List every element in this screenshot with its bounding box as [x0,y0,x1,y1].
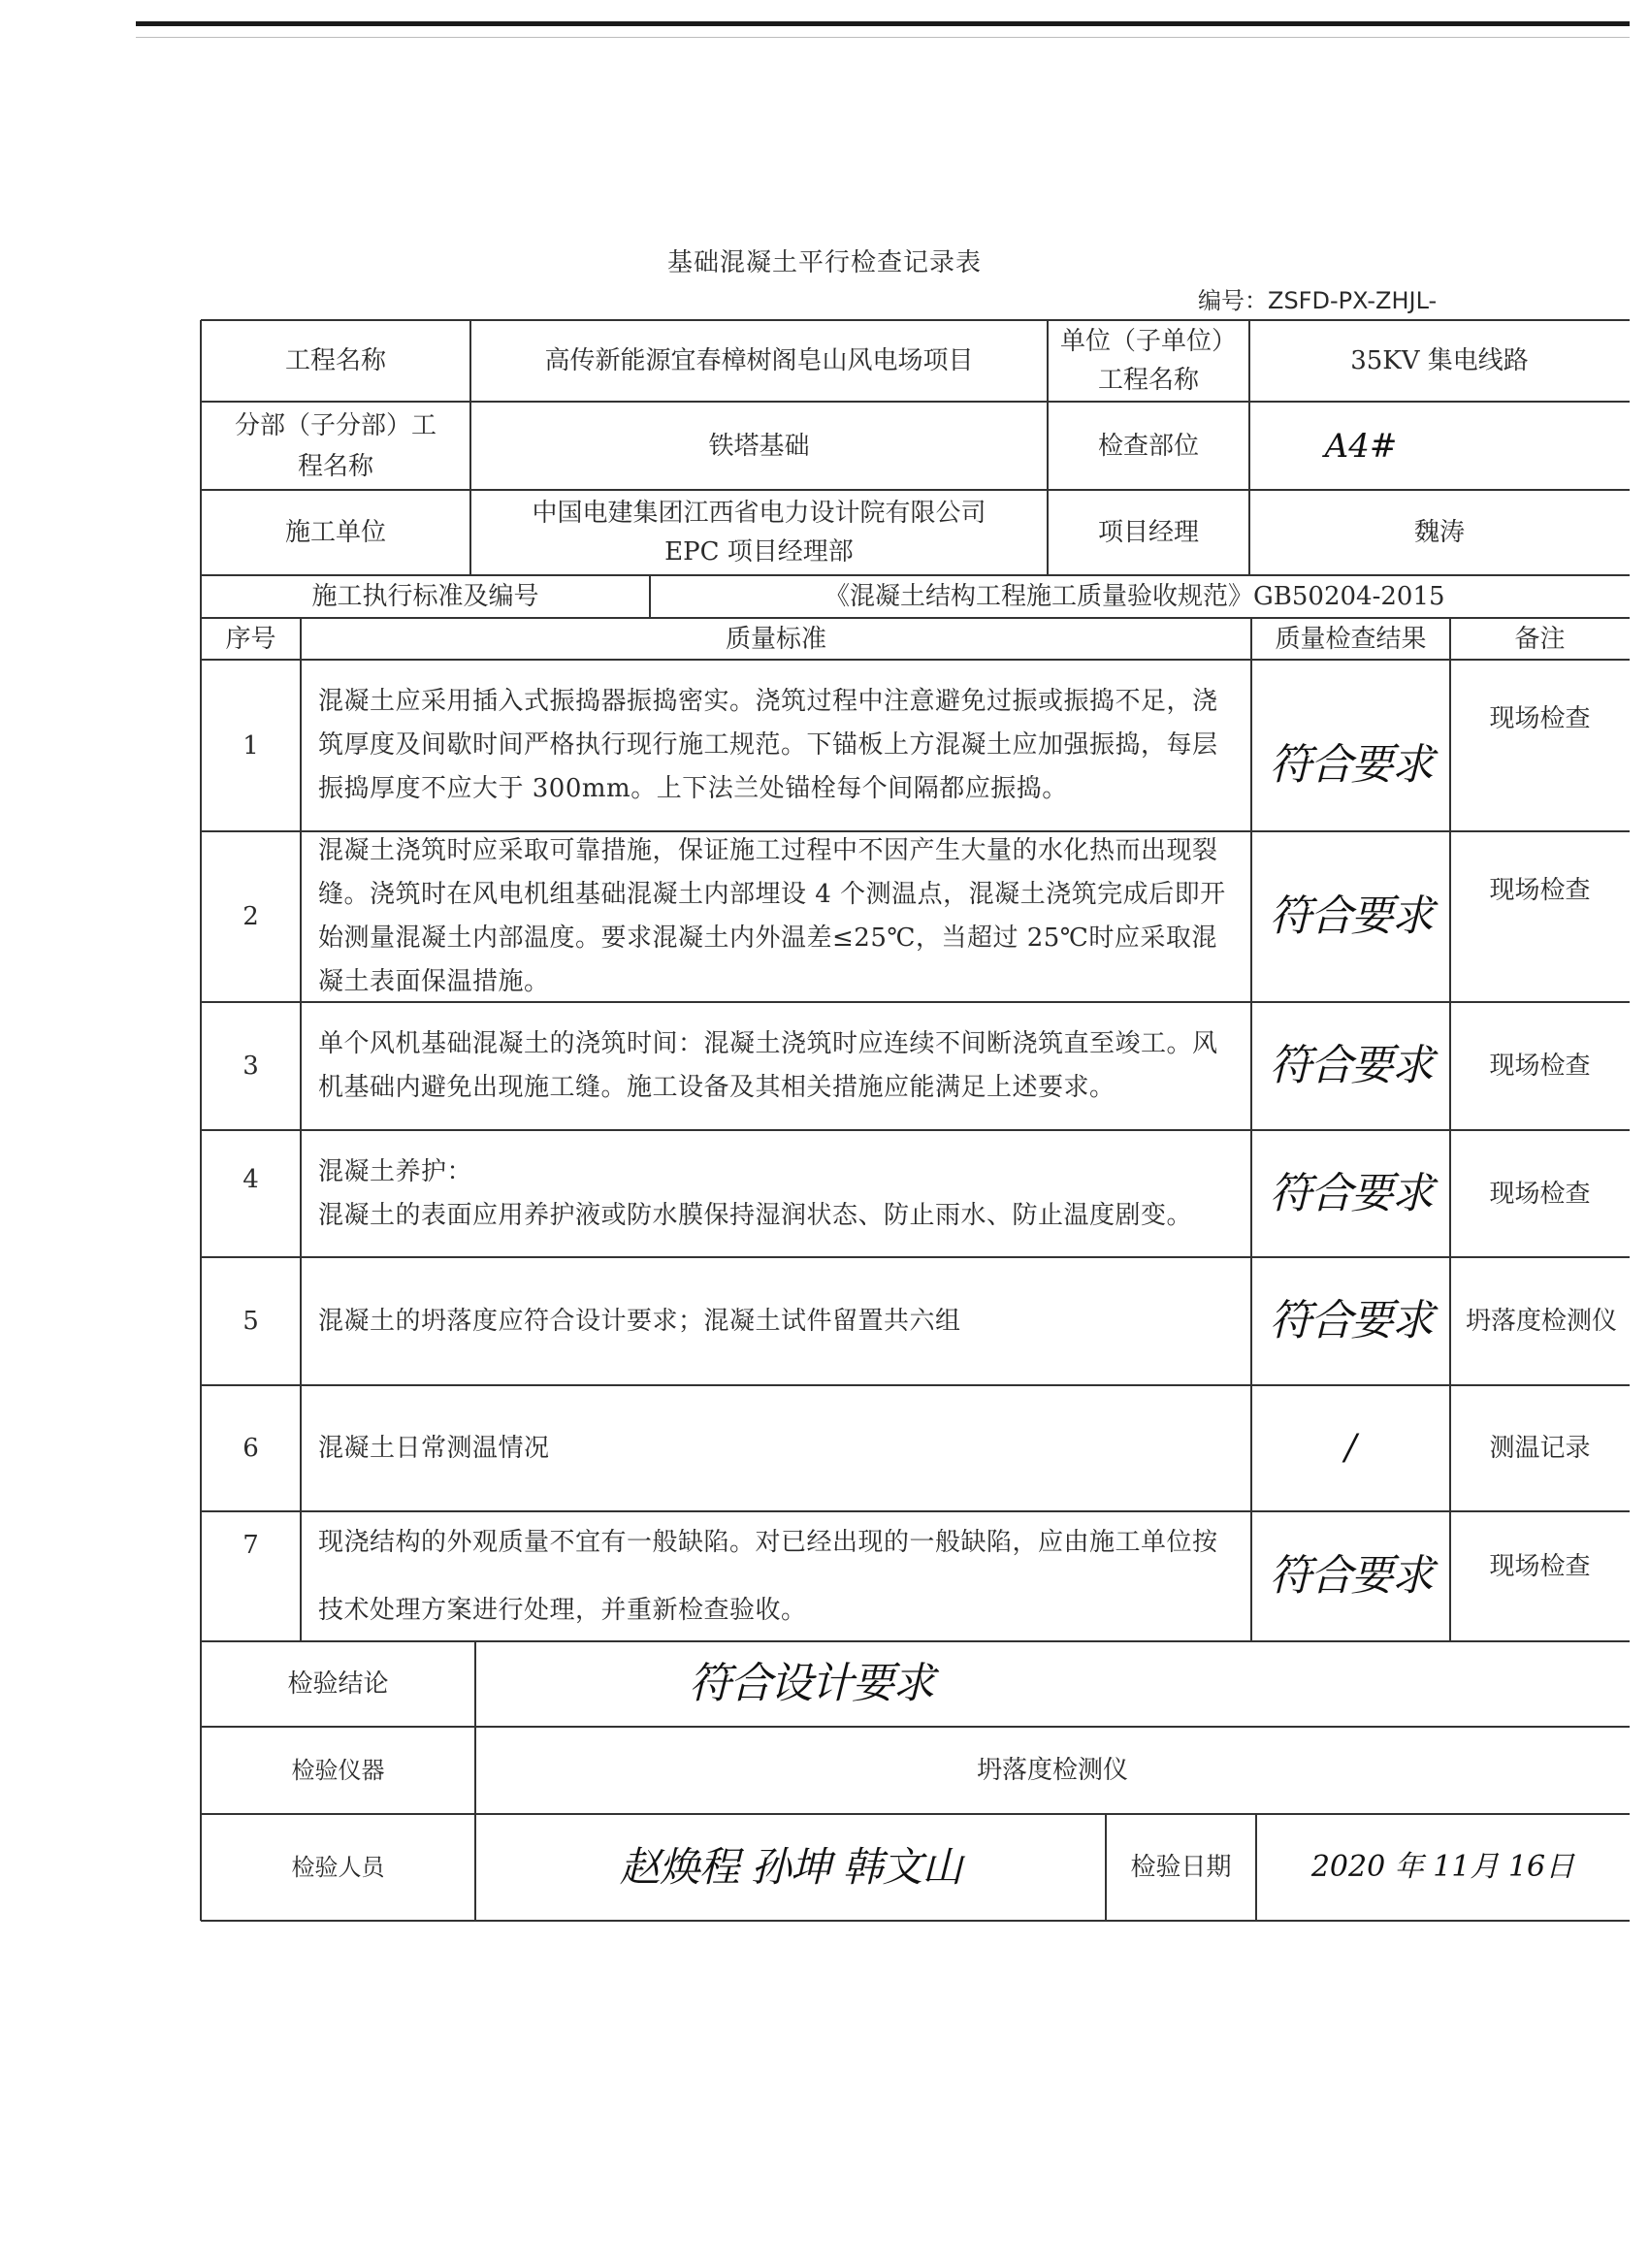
project-name-label: 工程名称 [284,346,386,375]
contractor-line-1: 中国电建集团江西省电力设计院有限公司 [532,499,986,528]
row-5-remark: 坍落度检测仪 [1466,1307,1618,1336]
manager-value: 魏涛 [1413,518,1465,547]
unit-name-label: 单位（子单位）工程名称 [1059,327,1237,395]
conclusion-label: 检验结论 [287,1669,389,1699]
standard-label: 施工执行标准及编号 [311,582,539,611]
contractor-label: 施工单位 [284,518,386,547]
unit-name-value: 35KV 集电线路 [1350,346,1529,375]
document-title: 基础混凝土平行检查记录表 [666,248,982,277]
col-no-header: 序号 [225,624,276,654]
inspector-signatures: 赵焕程 孙坤 韩文山 [619,1843,962,1891]
code-label: 编号： [1198,287,1268,314]
row-7-result-signature: 符合要求 [1269,1551,1433,1601]
row-3-no: 3 [242,1052,259,1081]
row-2-no: 2 [242,902,259,931]
row-4-remark: 现场检查 [1489,1179,1591,1209]
col-result-header: 质量检查结果 [1275,624,1427,654]
row-3-result-signature: 符合要求 [1269,1041,1433,1090]
row-2-remark: 现场检查 [1489,876,1591,905]
instrument-label: 检验仪器 [291,1757,385,1784]
contractor-line-2: EPC 项目经理部 [664,537,854,567]
contractor-value [470,490,1048,575]
row-2-standard: 混凝土浇筑时应采取可靠措施，保证施工过程中不因产生大量的水化热而出现裂缝。浇筑时在风电机组基础混凝土内部埋设 4 个测温点，混凝土浇筑完成后即开始测量混凝土内部温度。要求混凝土内外温差≤25℃，当超过 25℃时应采取混凝土表面保温措施。 [318,836,1226,996]
row-2-result-signature: 符合要求 [1269,891,1433,941]
inspector-label: 检验人员 [291,1854,385,1881]
conclusion-signature: 符合设计要求 [689,1659,933,1708]
sub-project-label: 分部（子分部）工程名称 [234,410,436,481]
standard-value: 《混凝土结构工程施工质量验收规范》GB50204-2015 [824,582,1445,611]
sub-project-value: 铁塔基础 [708,431,810,461]
manager-label: 项目经理 [1097,518,1199,547]
row-4-standard: 混凝土养护： 混凝土的表面应用养护液或防水膜保持湿润状态、防止雨水、防止温度剧变。 [318,1156,1193,1230]
date-value: 2020 年 11月 16日 [1310,1850,1575,1884]
row-7-standard: 现浇结构的外观质量不宜有一般缺陷。对已经出现的一般缺陷，应由施工单位按技术处理方案进行处理，并重新检查验收。 [318,1528,1218,1625]
row-7-remark: 现场检查 [1489,1552,1591,1581]
code-value: ZSFD-PX-ZHJL- [1268,287,1438,314]
project-name-value: 高传新能源宜春樟树阁皂山风电场项目 [544,346,974,375]
row-3-remark: 现场检查 [1489,1052,1591,1081]
inspection-part-label: 检查部位 [1097,431,1199,461]
instrument-value: 坍落度检测仪 [976,1756,1128,1785]
row-7-no: 7 [242,1531,259,1560]
col-remark-header: 备注 [1514,624,1566,654]
col-standard-header: 质量标准 [725,624,826,654]
row-6-remark: 测温记录 [1489,1434,1591,1463]
row-5-standard: 混凝土的坍落度应符合设计要求；混凝土试件留置共六组 [318,1306,961,1336]
row-4-no: 4 [242,1165,259,1194]
row-4-result-signature: 符合要求 [1269,1168,1433,1218]
row-1-standard: 混凝土应采用插入式振捣器振捣密实。浇筑过程中注意避免过振或振捣不足，浇筑厚度及间歇时间严格执行现行施工规范。下锚板上方混凝土应加强振捣，每层振捣厚度不应大于 300mm。上下法兰处锚栓每个间隔都应振捣。 [318,687,1218,803]
row-1-result-signature: 符合要求 [1269,739,1433,790]
row-1-no: 1 [242,730,259,761]
row-6-result: / [1344,1428,1357,1468]
row-5-result-signature: 符合要求 [1269,1296,1433,1345]
row-5-no: 5 [242,1307,259,1336]
row-6-no: 6 [242,1434,259,1463]
row-3-standard: 单个风机基础混凝土的浇筑时间：混凝土浇筑时应连续不间断浇筑直至竣工。风机基础内避免出现施工缝。施工设备及其相关措施应能满足上述要求。 [318,1029,1218,1102]
row-6-standard: 混凝土日常测温情况 [318,1433,550,1463]
inspection-part-value: A4# [1324,426,1398,466]
date-label: 检验日期 [1130,1853,1232,1882]
row-1-remark: 现场检查 [1489,704,1591,733]
